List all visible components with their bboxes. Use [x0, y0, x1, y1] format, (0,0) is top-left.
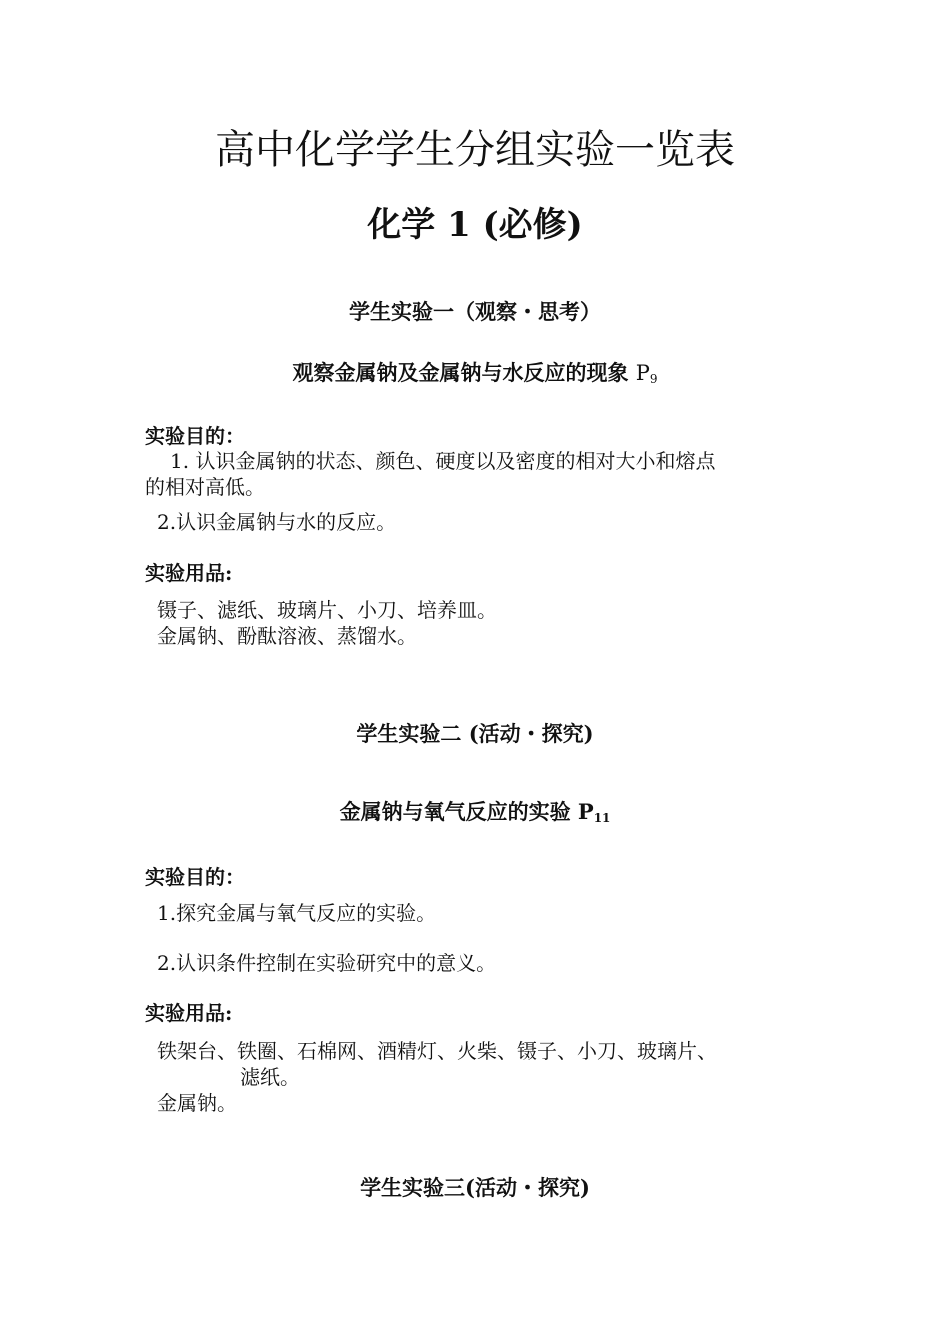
experiment-2-materials-line-1-cont: 滤纸。 [240, 1065, 300, 1089]
experiment-2-page-ref [578, 799, 611, 824]
experiment-1-purpose-item-1-cont: 的相对高低。 [145, 475, 265, 499]
experiment-1-materials-label: 实验用品: [145, 561, 233, 585]
experiment-2-materials-line-2: 金属钠。 [157, 1091, 237, 1115]
experiment-2-name [0, 797, 950, 827]
experiment-1-purpose-item-1: 1. 认识金属钠的状态、颜色、硬度以及密度的相对大小和熔点 [170, 449, 716, 473]
experiment-2-purpose-item-2: 2.认识条件控制在实验研究中的意义。 [157, 951, 497, 975]
experiment-1-heading: 学生实验一（观察・思考） [349, 299, 601, 324]
experiment-3-heading: 学生实验三(活动・探究) [360, 1175, 590, 1200]
experiment-2-title: 金属钠与氧气反应的实验 [339, 799, 578, 824]
experiment-1-title: 观察金属钠及金属钠与水反应的现象 [292, 360, 636, 385]
page-ref-prefix: P [635, 361, 650, 385]
experiment-1-page-ref [636, 361, 658, 385]
page-ref-number: 11 [593, 811, 611, 825]
experiment-1-purpose-item-2: 2.认识金属钠与水的反应。 [157, 510, 397, 534]
experiment-2-materials-line-1: 铁架台、铁圈、石棉网、酒精灯、火柴、镊子、小刀、玻璃片、 [157, 1039, 717, 1063]
experiment-2-purpose-item-1: 1.探究金属与氧气反应的实验。 [157, 901, 437, 925]
experiment-1-purpose-label: 实验目的： [145, 424, 245, 448]
document-title: 高中化学学生分组实验一览表 [215, 127, 735, 173]
page-ref-number: 9 [649, 372, 658, 386]
experiment-1-name [0, 358, 950, 388]
experiment-2-purpose-label: 实验目的： [145, 865, 245, 889]
experiment-1-materials-line-2: 金属钠、酚酞溶液、蒸馏水。 [157, 624, 417, 648]
document-subtitle: 化学 1 (必修) [367, 205, 583, 245]
page-ref-prefix: P [577, 799, 594, 824]
experiment-2-heading: 学生实验二 (活动・探究) [356, 721, 594, 746]
experiment-1-materials-line-1: 镊子、滤纸、玻璃片、小刀、培养皿。 [157, 598, 497, 622]
experiment-2-materials-label: 实验用品: [145, 1001, 233, 1025]
